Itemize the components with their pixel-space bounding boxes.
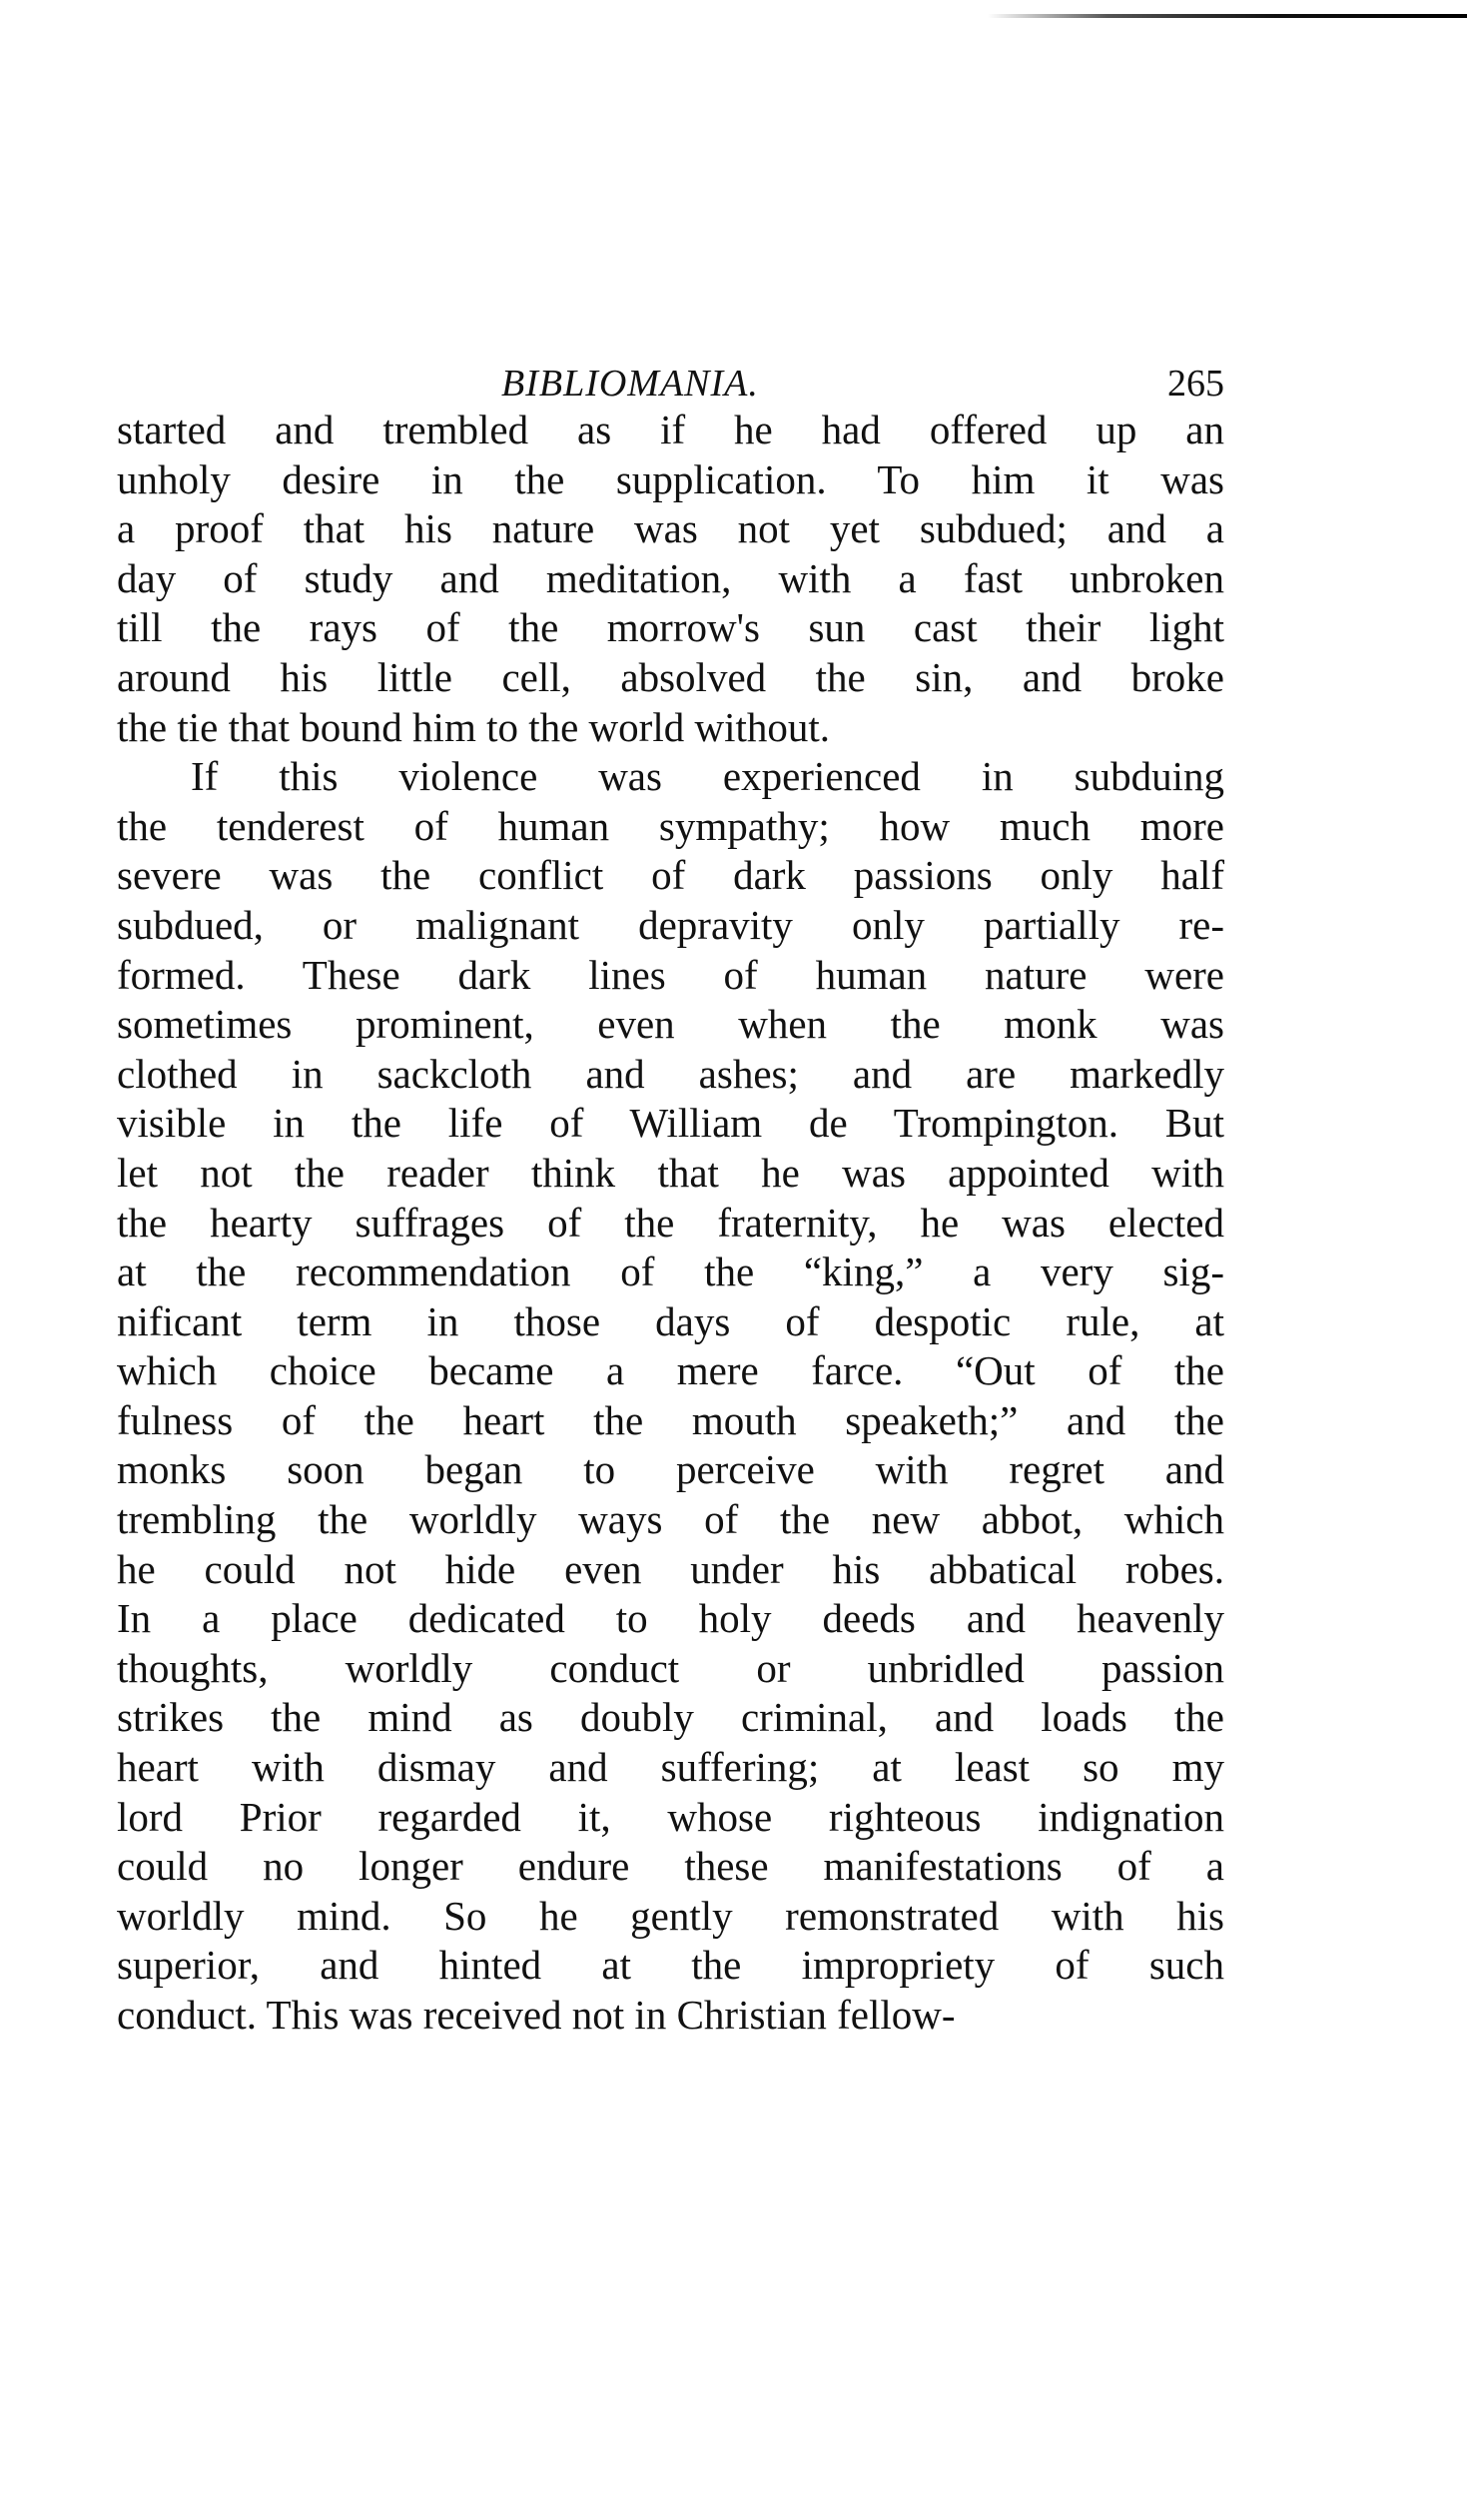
text-line: around his little cell, absolved the sin, and broke xyxy=(117,653,1224,700)
body-text xyxy=(117,406,1224,2041)
text-line: monks soon began to perceive with regret and xyxy=(117,1446,1224,1493)
text-line: strikes the mind as doubly criminal, and loads the xyxy=(117,1694,1224,1741)
text-line: heart with dismay and suffering; at least so my xyxy=(117,1744,1224,1791)
paragraph xyxy=(117,752,1224,2040)
text-line: If this violence was experienced in subduing xyxy=(191,753,1224,800)
text-line: he could not hide even under his abbatical robes. xyxy=(117,1545,1224,1592)
text-line: the hearty suffrages of the fraternity, he was elected xyxy=(117,1199,1224,1246)
text-line: the tenderest of human sympathy; how much more xyxy=(117,802,1224,849)
running-title: BIBLIOMANIA. xyxy=(501,363,759,405)
text-line: fulness of the heart the mouth speaketh;” and the xyxy=(117,1396,1224,1443)
text-line: thoughts, worldly conduct or unbridled passion xyxy=(117,1644,1224,1691)
text-line: In a place dedicated to holy deeds and heavenly xyxy=(117,1595,1224,1642)
text-line: could no longer endure these manifestations of a xyxy=(117,1843,1224,1890)
text-line: sometimes prominent, even when the monk was xyxy=(117,1001,1224,1048)
text-line: subdued, or malignant depravity only partially re- xyxy=(117,901,1224,948)
text-line: clothed in sackcloth and ashes; and are markedly xyxy=(117,1050,1224,1097)
text-line: started and trembled as if he had offered up an xyxy=(117,407,1224,452)
text-line: worldly mind. So he gently remonstrated with his xyxy=(117,1892,1224,1939)
page-number: 265 xyxy=(1167,363,1224,405)
scan-edge-rule xyxy=(988,14,1467,18)
text-line: which choice became a mere farce. “Out of the xyxy=(117,1347,1224,1394)
text-line: visible in the life of William de Trompington. But xyxy=(117,1100,1224,1147)
text-line: conduct. This was received not in Christian fellow- xyxy=(117,1992,956,2038)
text-line: formed. These dark lines of human nature were xyxy=(117,951,1224,998)
text-line: a proof that his nature was not yet subdued; and a xyxy=(117,505,1224,552)
text-line: at the recommendation of the “king,” a very sig- xyxy=(117,1249,1224,1295)
text-line: trembling the worldly ways of the new abbot, which xyxy=(117,1496,1224,1543)
text-line: day of study and meditation, with a fast unbroken xyxy=(117,554,1224,601)
text-line: the tie that bound him to the world without. xyxy=(117,703,830,750)
text-line: superior, and hinted at the impropriety of such xyxy=(117,1942,1224,1989)
paragraph xyxy=(117,406,1224,752)
text-line: unholy desire in the supplication. To him it was xyxy=(117,455,1224,502)
text-line: nificant term in those days of despotic rule, at xyxy=(117,1297,1224,1344)
page-header xyxy=(117,362,1224,412)
text-line: lord Prior regarded it, whose righteous indignation xyxy=(117,1793,1224,1840)
text-line: severe was the conflict of dark passions only half xyxy=(117,852,1224,899)
text-line: till the rays of the morrow's sun cast their light xyxy=(117,604,1224,651)
text-line: let not the reader think that he was appointed with xyxy=(117,1149,1224,1196)
